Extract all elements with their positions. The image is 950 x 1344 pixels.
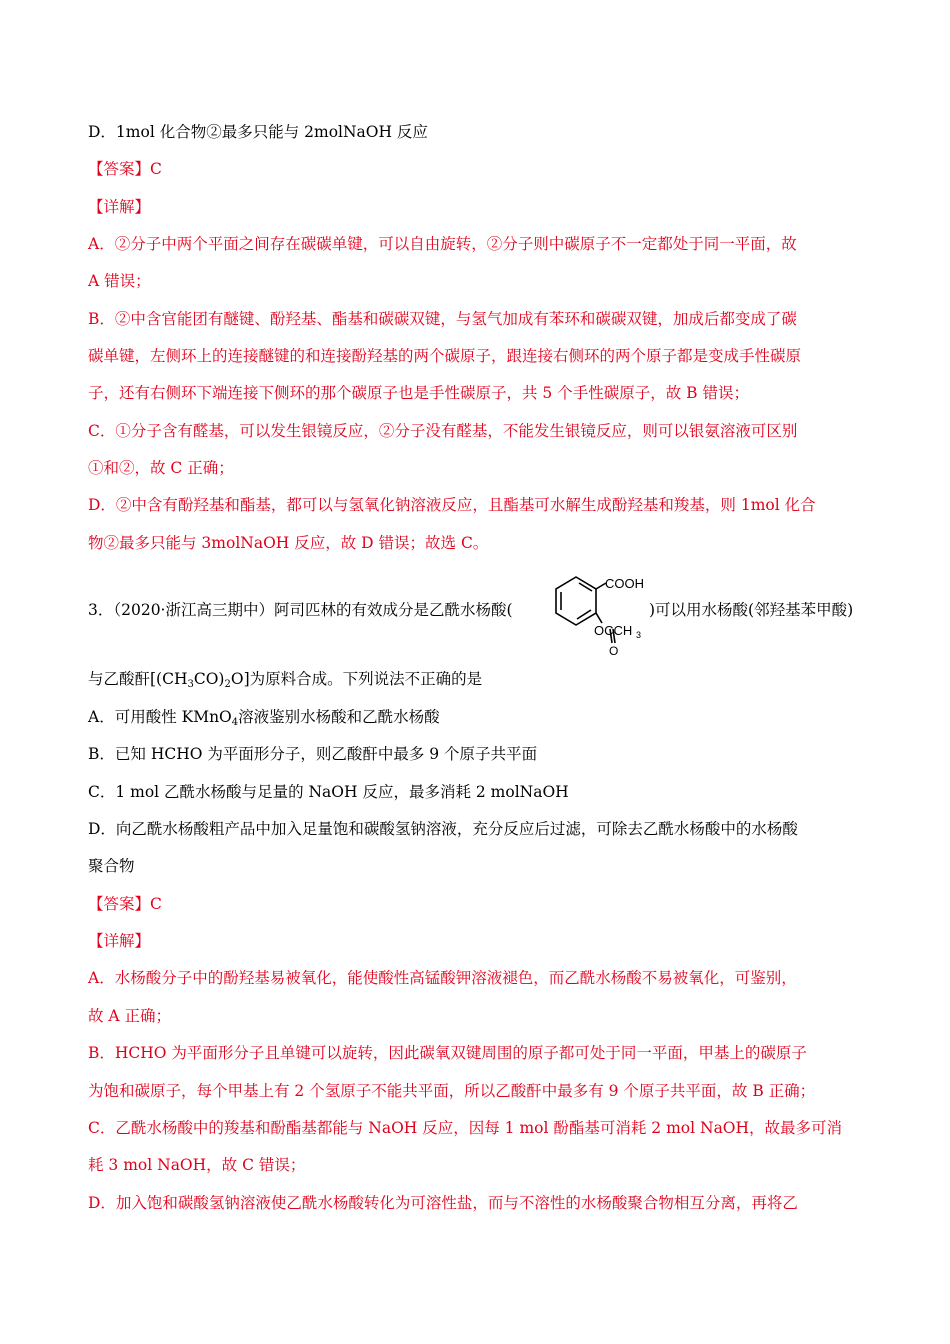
q2-explanation-b-line1: B．②中含官能团有醚键、酚羟基、酯基和碳碳双键，与氢气加成有苯环和碳碳双键，加成后都变成了碳 [88, 310, 797, 328]
q3-explanation-c-line2: 耗 3 mol NaOH，故 C 错误； [88, 1156, 306, 1174]
q3-explanation-d-line1: D．加入饱和碳酸氢钠溶液使乙酰水杨酸转化为可溶性盐，而与不溶性的水杨酸聚合物相互分离，再将乙 [88, 1194, 798, 1212]
q3-explanation-a-line2: 故 A 正确； [88, 1007, 172, 1025]
q3-option-b: B．已知 HCHO 为平面形分子，则乙酸酐中最多 9 个原子共平面 [88, 745, 538, 763]
q3-option-d-line2: 聚合物 [88, 857, 135, 875]
q2-explanation-d-line1: D．②中含有酚羟基和酯基，都可以与氢氧化钠溶液反应，且酯基可水解生成酚羟基和羧基，则 1mol 化合 [88, 496, 816, 514]
q3-stem-after: )可以用水杨酸(邻羟基苯甲酸) [649, 601, 854, 619]
q2-detail-label: 【详解】 [88, 198, 151, 216]
q2-answer: 【答案】C [88, 160, 162, 178]
q3-explanation-b-line1: B．HCHO 为平面形分子且单键可以旋转，因此碳氧双键周围的原子都可处于同一平面，甲基上的碳原子 [88, 1044, 807, 1062]
cooh-label: COOH [605, 576, 644, 591]
oacetyl-label: OCCH [594, 623, 633, 638]
q2-option-d: D．1mol 化合物②最多只能与 2molNaOH 反应 [88, 123, 428, 141]
q3-explanation-c-line1: C．乙酰水杨酸中的羧基和酚酯基都能与 NaOH 反应，因每 1 mol 酚酯基可消耗 2 mol NaOH，故最多可消 [88, 1119, 843, 1137]
q3-option-a: A．可用酸性 KMnO$_4$溶液鉴别水杨酸和乙酰水杨酸 [88, 708, 440, 728]
q3-option-c: C．1 mol 乙酰水杨酸与足量的 NaOH 反应，最多消耗 2 molNaOH [88, 783, 569, 801]
q3-stem-before: 3．（2020·浙江高三期中）阿司匹林的有效成分是乙酰水杨酸( [88, 601, 513, 619]
q3-explanation-b-line2: 为饱和碳原子，每个甲基上有 2 个氢原子不能共平面，所以乙酸酐中最多有 9 个原子共平面，故 B 正确； [88, 1082, 816, 1100]
q2-explanation-a-line1: A．②分子中两个平面之间存在碳碳单键，可以自由旋转，②分子则中碳原子不一定都处于同一平面，故 [88, 235, 797, 253]
q2-explanation-d-line2: 物②最多只能与 3molNaOH 反应，故 D 错误；故选 C。 [88, 534, 489, 552]
q2-explanation-a-line2: A 错误； [88, 272, 151, 290]
q2-explanation-c-line1: C．①分子含有醛基，可以发生银镜反应，②分子没有醛基，不能发生银镜反应，则可以银氨溶液可区别 [88, 422, 798, 440]
ch3-subscript: 3 [636, 630, 642, 640]
q3-detail-label: 【详解】 [88, 932, 151, 950]
q2-explanation-b-line3: 子，还有右侧环下端连接下侧环的那个碳原子也是手性碳原子，共 5 个手性碳原子，故 B 错误； [88, 384, 749, 402]
q2-explanation-c-line2: ①和②，故 C 正确； [88, 459, 234, 477]
aspirin-structure-diagram [532, 565, 648, 657]
carbonyl-oxygen-label: O [609, 644, 619, 657]
q3-answer: 【答案】C [88, 895, 162, 913]
q3-stem-line2: 与乙酸酐$[(CH_3CO)_2O]$为原料合成。下列说法不正确的是 [88, 670, 483, 690]
q2-explanation-b-line2: 碳单键，左侧环上的连接醚键的和连接酚羟基的两个碳原子，跟连接右侧环的两个原子都是变成手性碳原 [88, 347, 802, 365]
q3-explanation-a-line1: A．水杨酸分子中的酚羟基易被氧化，能使酸性高锰酸钾溶液褪色，而乙酰水杨酸不易被氧化，可鉴别， [88, 969, 797, 987]
q3-option-d-line1: D．向乙酰水杨酸粗产品中加入足量饱和碳酸氢钠溶液，充分反应后过滤，可除去乙酰水杨酸中的水杨酸 [88, 820, 798, 838]
